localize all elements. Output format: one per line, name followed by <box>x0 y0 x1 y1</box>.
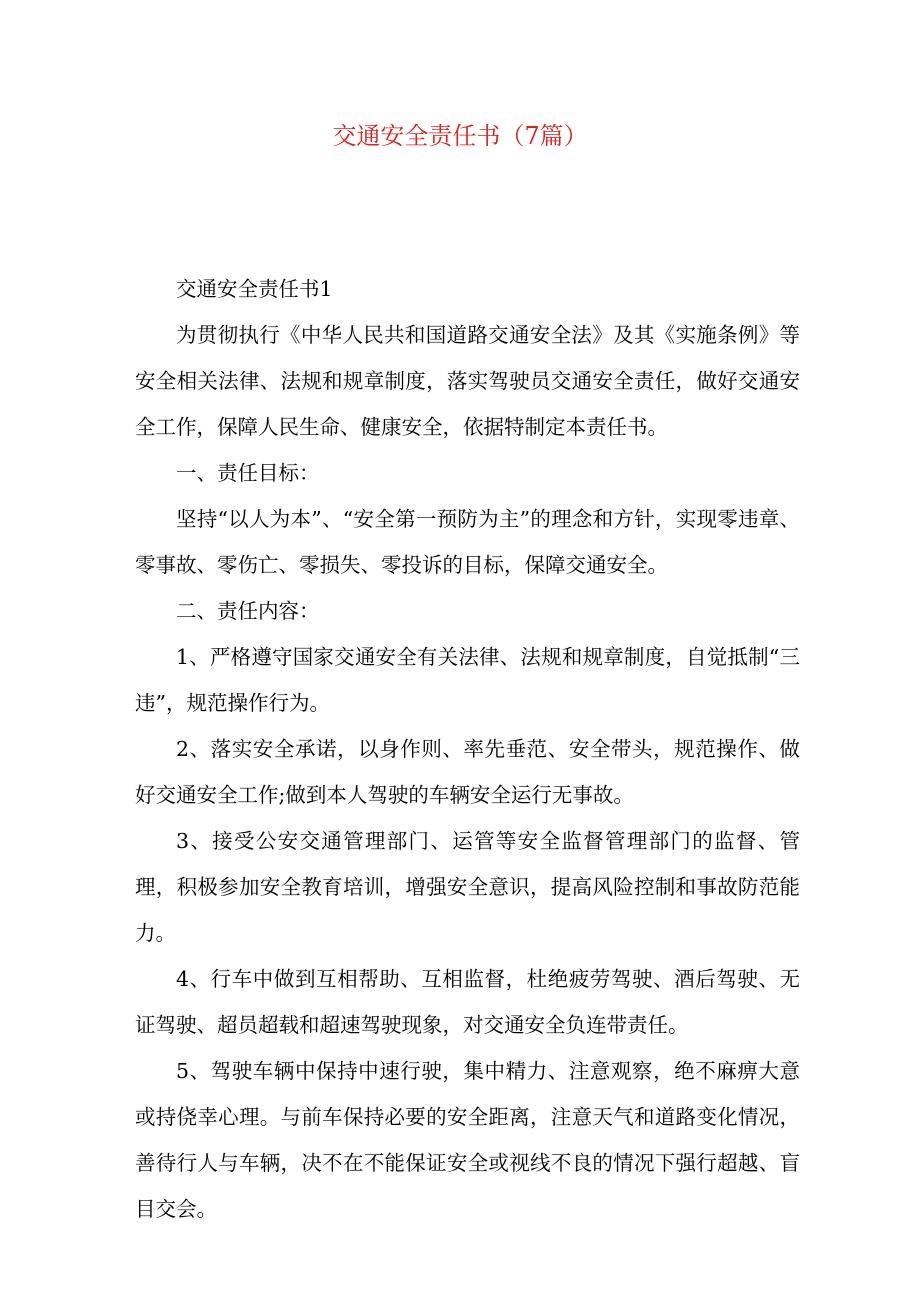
section-heading: 一、责任目标： <box>176 461 320 485</box>
document-title: 交通安全责任书（7篇） <box>332 122 588 150</box>
body-paragraph: 3、接受公安交通管理部门、运管等安全监督管理部门的监督、管理，积极参加安全教育培训，增强安全意识，提高风险控制和事故防范能力。 <box>135 829 800 945</box>
body-paragraph: 5、驾驶车辆中保持中速行驶，集中精力、注意观察，绝不麻痹大意或持侥幸心理。与前车保持必要的安全距离，注意天气和道路变化情况，善待行人与车辆，决不在不能保证安全或视线不良的情况下强行超越、盲目交会。 <box>135 1059 800 1221</box>
section-heading: 二、责任内容： <box>176 599 320 623</box>
body-paragraph: 2、落实安全承诺，以身作则、率先垂范、安全带头，规范操作、做好交通安全工作;做到本人驾驶的车辆安全运行无事故。 <box>135 737 800 807</box>
body-paragraph: 坚持“以人为本”、“安全第一预防为主”的理念和方针，实现零违章、零事故、零伤亡、零损失、零投诉的目标，保障交通安全。 <box>135 507 800 577</box>
document-body <box>135 266 800 1232</box>
body-paragraph: 4、行车中做到互相帮助、互相监督，杜绝疲劳驾驶、酒后驾驶、无证驾驶、超员超载和超速驾驶现象，对交通安全负连带责任。 <box>135 967 800 1037</box>
section-heading: 交通安全责任书1 <box>176 277 333 301</box>
body-paragraph: 为贯彻执行《中华人民共和国道路交通安全法》及其《实施条例》等安全相关法律、法规和规章制度，落实驾驶员交通安全责任，做好交通安全工作，保障人民生命、健康安全，依据特制定本责任书。 <box>135 323 800 439</box>
body-paragraph: 1、严格遵守国家交通安全有关法律、法规和规章制度，自觉抵制“三违”，规范操作行为。 <box>135 645 800 715</box>
